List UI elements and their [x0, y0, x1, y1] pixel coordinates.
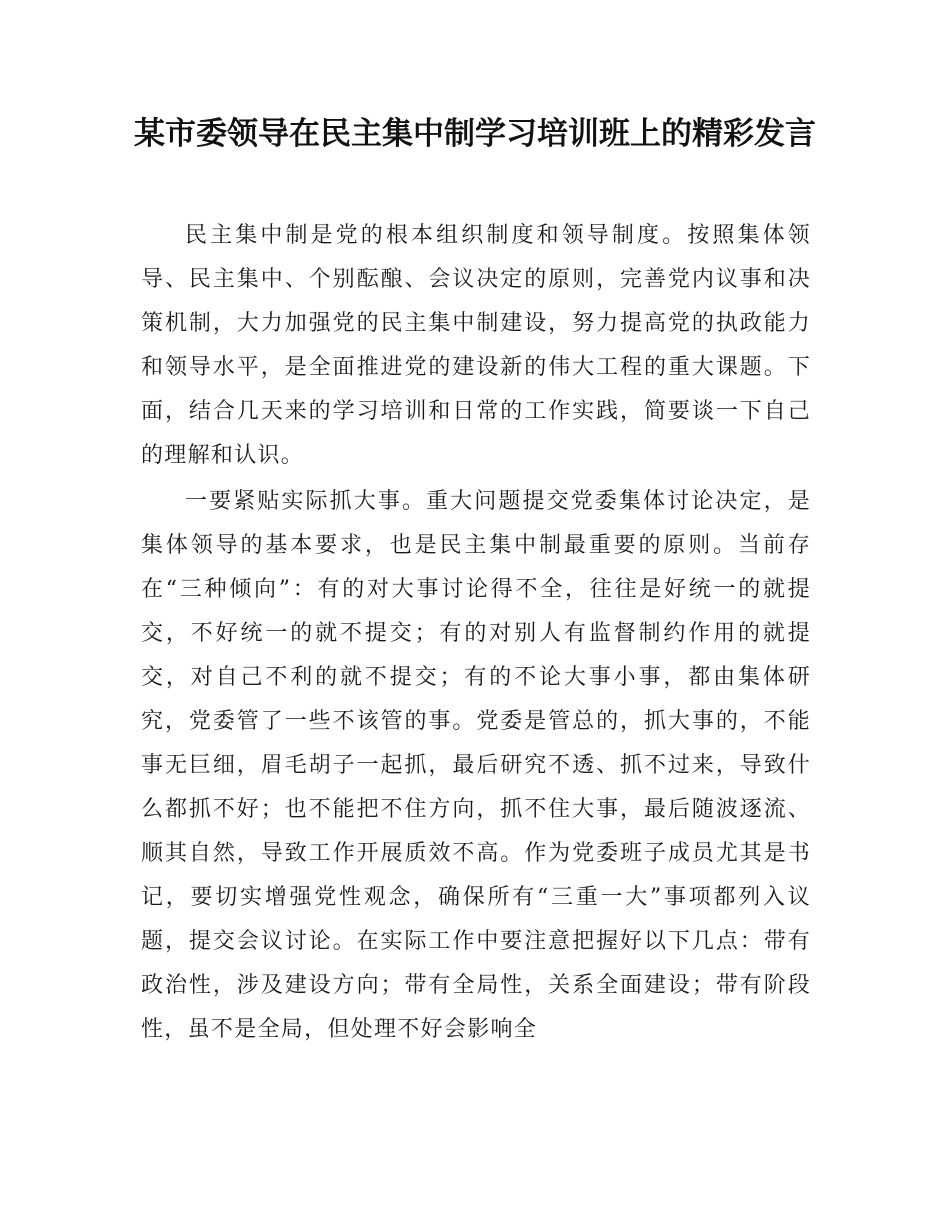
- paragraph-point-one: 一要紧贴实际抓大事。重大问题提交党委集体讨论决定，是集体领导的基本要求，也是民主集中制最重要的原则。当前存在“三种倾向”：有的对大事讨论得不全，往往是好统一的就提交，不好统一的就不提交；有的对别人有监督制约作用的就提交，对自己不利的就不提交；有的不论大事小事，都由集体研究，党委管了一些不该管的事。党委是管总的，抓大事的，不能事无巨细，眉毛胡子一起抓，最后研究不透、抓不过来，导致什么都抓不好；也不能把不住方向，抓不住大事，最后随波逐流、顺其自然，导致工作开展质效不高。作为党委班子成员尤其是书记，要切实增强党性观念，确保所有“三重一大”事项都列入议题，提交会议讨论。在实际工作中要注意把握好以下几点：带有政治性，涉及建设方向；带有全局性，关系全面建设；带有阶段性，虽不是全局，但处理不好会影响全: [141, 489, 811, 1042]
- paragraph-intro: 民主集中制是党的根本组织制度和领导制度。按照集体领导、民主集中、个别酝酿、会议决定的原则，完善党内议事和决策机制，大力加强党的民主集中制建设，努力提高党的执政能力和领导水平，是全面推进党的建设新的伟大工程的重大课题。下面，结合几天来的学习培训和日常的工作实践，简要谈一下自己的理解和认识。: [141, 223, 811, 468]
- document-title: 某市委领导在民主集中制学习培训班上的精彩发言: [134, 116, 816, 152]
